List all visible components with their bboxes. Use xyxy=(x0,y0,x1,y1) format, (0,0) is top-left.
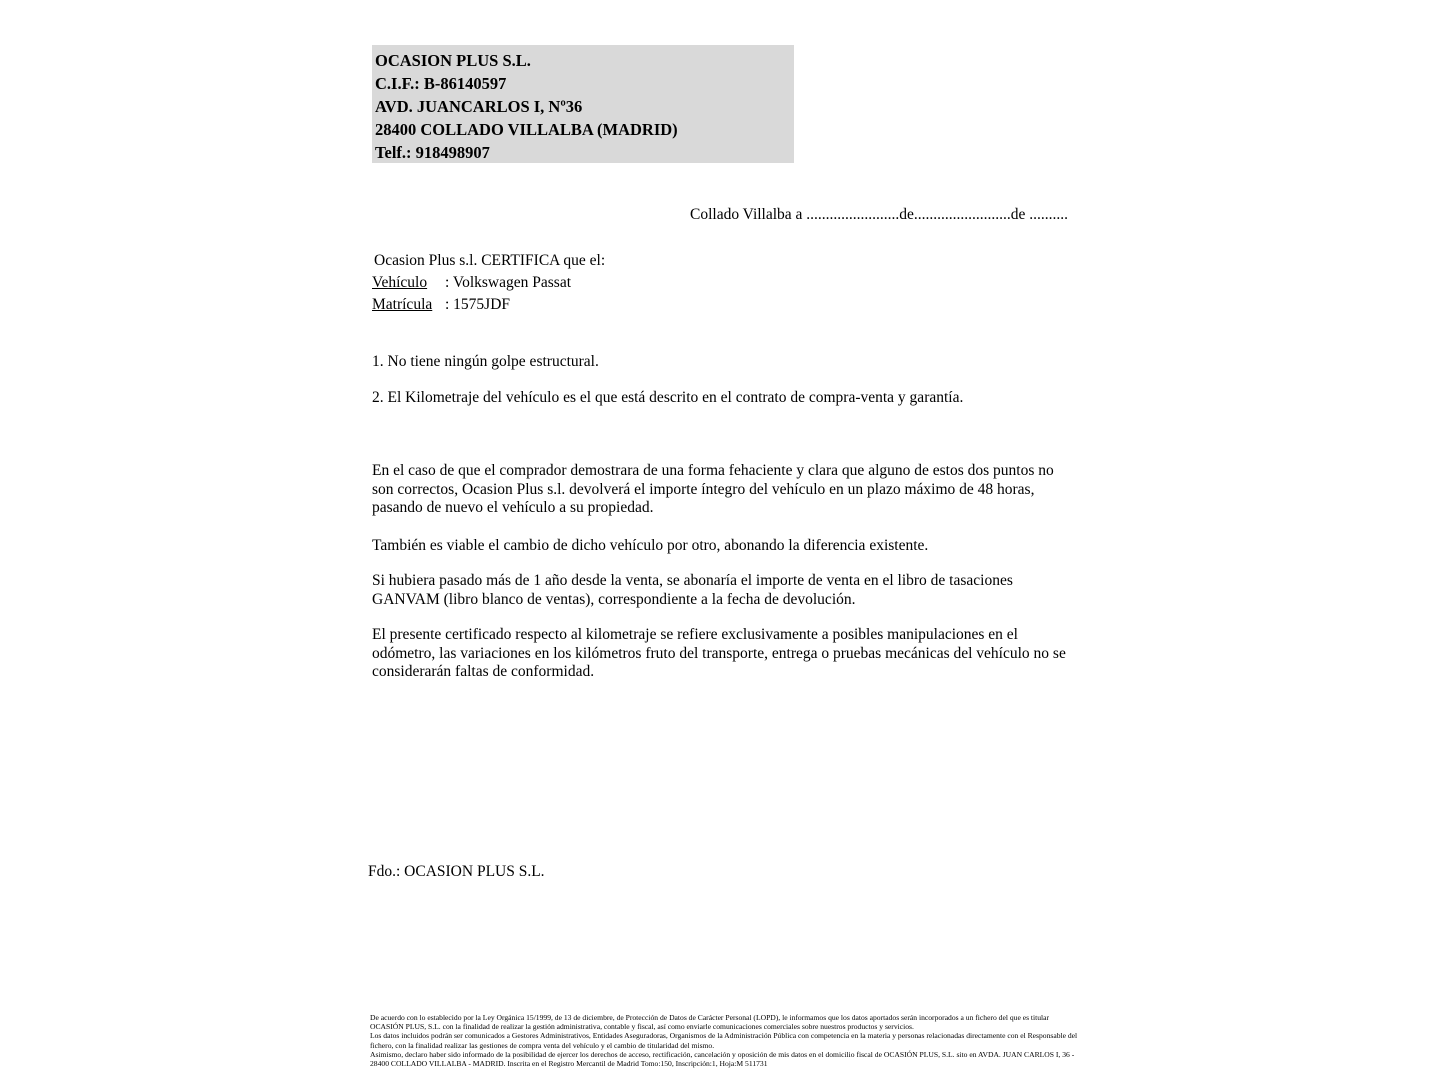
date-line: Collado Villalba a ........................de.........................de .......... xyxy=(690,206,1069,223)
company-cif: C.I.F.: B-86140597 xyxy=(375,74,507,93)
vehicle-field-label: Vehículo xyxy=(372,274,428,291)
plate-field-value: : 1575JDF xyxy=(445,296,511,313)
exchange-paragraph: También es viable el cambio de dicho vehículo por otro, abonando la diferencia existente. xyxy=(372,537,929,554)
certified-point-1: 1. No tiene ningún golpe estructural. xyxy=(372,353,599,370)
company-phone: Telf.: 918498907 xyxy=(375,143,490,162)
certify-intro: Ocasion Plus s.l. CERTIFICA que el: xyxy=(374,252,606,269)
vehicle-field-row xyxy=(372,272,605,294)
certified-point-2: 2. El Kilometraje del vehículo es el que está descrito en el contrato de compra-venta y garantía. xyxy=(372,389,964,406)
plate-field-row xyxy=(372,294,605,316)
company-header-box xyxy=(372,45,794,163)
legal-paragraph-data-sharing: Los datos incluidos podrán ser comunicados a Gestores Administrativos, Entidades Aseguradoras, Organismos de la Administración Pública con competencia en la materia y personas relacionadas directamente con el Responsable del fichero, con la finalidad realizar las gestiones de compra venta del vehículo y el cambio de titularidad del mismo. xyxy=(370,1031,1078,1050)
legal-fine-print xyxy=(370,1013,1082,1068)
legal-paragraph-rights: Asimismo, declaro haber sido informado de la posibilidad de ejercer los derechos de acceso, rectificación, cancelación y oposición de mis datos en el domicilio fiscal de OCASIÓN PLUS, S.L. sito en AVDA. JUAN CARLOS I, 36 - 28400 COLLADO VILLALBA - MADRID. Inscrita en el Registro Mercantil de Madrid Tomo:150, Inscripción:1, Hoja:M 511731 xyxy=(370,1049,1075,1069)
vehicle-field-value: : Volkswagen Passat xyxy=(445,274,572,291)
plate-field-label: Matrícula xyxy=(372,296,433,313)
certification-block xyxy=(372,250,605,316)
signature-line: Fdo.: OCASION PLUS S.L. xyxy=(368,863,545,880)
legal-paragraph-lopd: De acuerdo con lo establecido por la Ley Orgánica 15/1999, de 13 de diciembre, de Protección de Datos de Carácter Personal (LOPD), le informamos que los datos aportados serán incorporados a un fichero del que es titular OCASIÓN PLUS, S.L. con la finalidad de realizar la gestión administrativa, contable y fiscal, así como enviarle comunicaciones comerciales sobre nuestros productos y servicios. xyxy=(370,1013,1050,1032)
company-city: 28400 COLLADO VILLALBA (MADRID) xyxy=(375,120,678,139)
company-name: OCASION PLUS S.L. xyxy=(375,51,531,70)
odometer-paragraph: El presente certificado respecto al kilometraje se refiere exclusivamente a posibles manipulaciones en el odómetro, las variaciones en los kilómetros fruto del transporte, entrega o pruebas mecánicas del vehículo no se considerarán faltas de conformidad. xyxy=(372,626,1066,681)
ganvam-paragraph: Si hubiera pasado más de 1 año desde la venta, se abonaría el importe de venta en el libro de tasaciones GANVAM (libro blanco de ventas), correspondiente a la fecha de devolución. xyxy=(372,572,1013,608)
company-address: AVD. JUANCARLOS I, Nº36 xyxy=(375,97,583,116)
refund-paragraph: En el caso de que el comprador demostrara de una forma fehaciente y clara que alguno de estos dos puntos no son correctos, Ocasion Plus s.l. devolverá el importe íntegro del vehículo en un plazo máximo de 48 horas, pasando de nuevo el vehículo a su propiedad. xyxy=(372,462,1054,517)
